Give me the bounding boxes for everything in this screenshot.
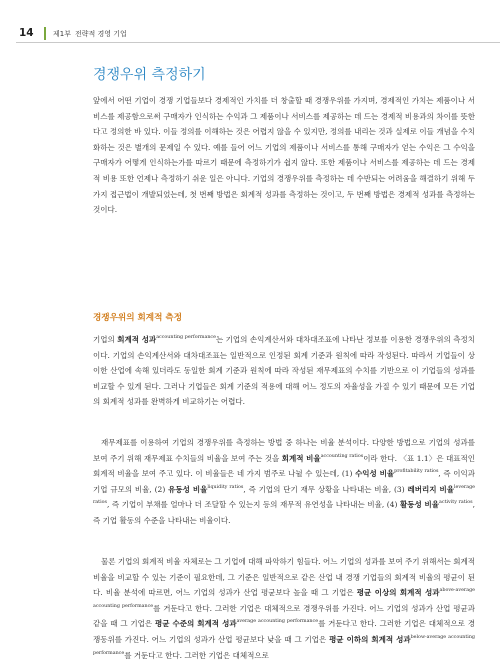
term-english: activity ratios (439, 500, 473, 506)
text-run: , 즉 기업 활동의 수준을 나타내는 비율이다. (93, 500, 475, 525)
term-english: profitability ratios (394, 469, 439, 475)
key-term: 평균 이하의 회계적 성과 (329, 634, 411, 644)
text-run: , 즉 기업의 단기 재무 상황을 나타내는 비율, (3) (243, 484, 408, 494)
chapter-title: 전략적 경영 기업 (74, 30, 127, 38)
subsection-title: 경쟁우위의 회계적 측정 (93, 313, 182, 323)
term-english: above-average accounting performance (93, 588, 475, 609)
page-header (0, 0, 500, 40)
text-run: 를 거둔다고 한다. 그러한 기업은 대체적으로 경쟁우위를 가진다. 어느 기업의 성과가 산업 평균과 같을 때 그 기업은 (93, 603, 475, 629)
term-english: below-average accounting performance (93, 634, 476, 656)
running-header (53, 29, 131, 39)
term-english: accounting ratios (320, 453, 364, 459)
key-term: 회계적 비율 (281, 453, 321, 463)
term-english: average accounting performance (236, 619, 319, 625)
text-run: 재무제표를 이용하여 기업의 경쟁우위를 측정하는 방법 중 하나는 비율 분석이다. 다양한 방법으로 기업의 성과를 보여 주기 위해 재무제표 수치들의 비율을 보여 주는 것을 (93, 438, 475, 463)
section-title: 경쟁우위 측정하기 (93, 67, 206, 83)
text-run: 물론 기업의 회계적 비율 자체로는 그 기업에 대해 파악하기 힘들다. 어느 기업의 성과를 보여 주기 위해서는 회계적 비율을 비교할 수 있는 기준이 필요한데, 그 기준은 일반적으로 같은 산업 내 경쟁 기업들의 회계적 비율의 평균이 된다. 비율 분석에 따르면, 어느 기업의 성과가 산업 평균보다 높을 때 그 기업은 (93, 557, 475, 598)
paragraph-accounting-ratios (93, 435, 475, 529)
key-term: 수익성 비율 (355, 469, 395, 479)
text-run: , 즉 기업이 부채를 얼마나 더 조달할 수 있는지 등의 재무적 유연성을 나타내는 비율, (4) (106, 500, 400, 510)
intro-text: 앞에서 어떤 기업이 경쟁 기업들보다 경제적인 가치를 더 창출할 때 경쟁우위를 가지며, 경제적인 가치는 제품이나 서비스를 제공함으로써 구매자가 인식하는 수익과 그 제품이나 서비스를 제공하는 데 드는 경제적 비용과의 차이를 뜻한다고 정의한 바 있다. 이들 정의를 이해하는 것은 어렵지 않을 수 있지만, 정의를 내리는 것과 실제로 이들 개념을 수치화하는 것은 별개의 문제일 수 있다. 예를 들어 어느 기업의 제품이나 서비스를 통해 구매자가 얻는 수익은 그 수익을 구매자가 어떻게 인식하는가를 따르기 때문에 측정하기가 쉽지 않다. 또한 제품이나 서비스를 제공하는 데 드는 경제적 비용 또한 언제나 측정하기 쉬운 일은 아니다. 기업의 경쟁우위를 측정하는 데 수반되는 어려움을 해결하기 위해 두 가지 접근법이 개발되었는데, 첫 번째 방법은 회계적 성과를 측정하는 것이고, 두 번째 방법은 경제적 성과를 측정하는 것이다. (93, 96, 475, 215)
term-english: accounting performance (156, 335, 216, 340)
text-run: 기업의 (93, 335, 118, 344)
part-label: 제1부 (53, 30, 71, 38)
text-run: 를 거둔다고 한다. 그러한 기업은 대체적으로 (124, 650, 269, 660)
term-english: liquidity ratios (207, 484, 244, 490)
paragraph-ratio-comparison (93, 554, 475, 663)
key-term: 평균 수준의 회계적 성과 (154, 619, 237, 629)
text-run: 이라 한다. 〈표 1.1〉은 대표적인 회계적 비율을 보여 주고 있다. 이 비율들은 네 가지 범주로 나뉠 수 있는데, (1) (93, 453, 476, 479)
term-english: leverage ratios (93, 484, 475, 506)
text-run: 를 거둔다고 한다. 그러한 기업은 대체적으로 경쟁동위를 가진다. 어느 기업의 성과가 산업 평균보다 낮을 때 그 기업은 (93, 619, 475, 644)
key-term: 활동성 비율 (400, 500, 440, 510)
paragraph-accounting-performance (93, 332, 475, 410)
key-term: 유동성 비율 (168, 484, 208, 494)
header-accent-bar (44, 27, 46, 40)
key-term: 회계적 성과 (117, 335, 157, 344)
text-run: , 즉 이익과 기업 규모의 비율, (2) (93, 469, 476, 494)
key-term: 레버리지 비율 (407, 484, 455, 494)
intro-paragraph (93, 93, 475, 218)
text-run: 는 기업의 손익계산서와 대차대조표에 나타난 정보를 이용한 경쟁우위의 측정치이다. 기업의 손익계산서와 대차대조표는 일반적으로 인정된 회계 기준과 원칙에 따라 작성된다. 따라서 기업들이 상이한 산업에 속해 있더라도 동일한 회계 기준과 원칙에 따라 작성된 재무제표의 수치를 기반으로 이 기업들의 성과를 비교할 수 있게 된다. 그러나 기업들은 회계 기준의 적용에 대해 어느 정도의 자율성을 가질 수 있기 때문에 모든 기업의 회계적 성과를 완벽하게 비교하기는 어렵다. (93, 335, 475, 407)
header-rule (16, 42, 500, 43)
page-number: 14 (19, 27, 34, 39)
key-term: 평균 이상의 회계적 성과 (356, 588, 440, 598)
